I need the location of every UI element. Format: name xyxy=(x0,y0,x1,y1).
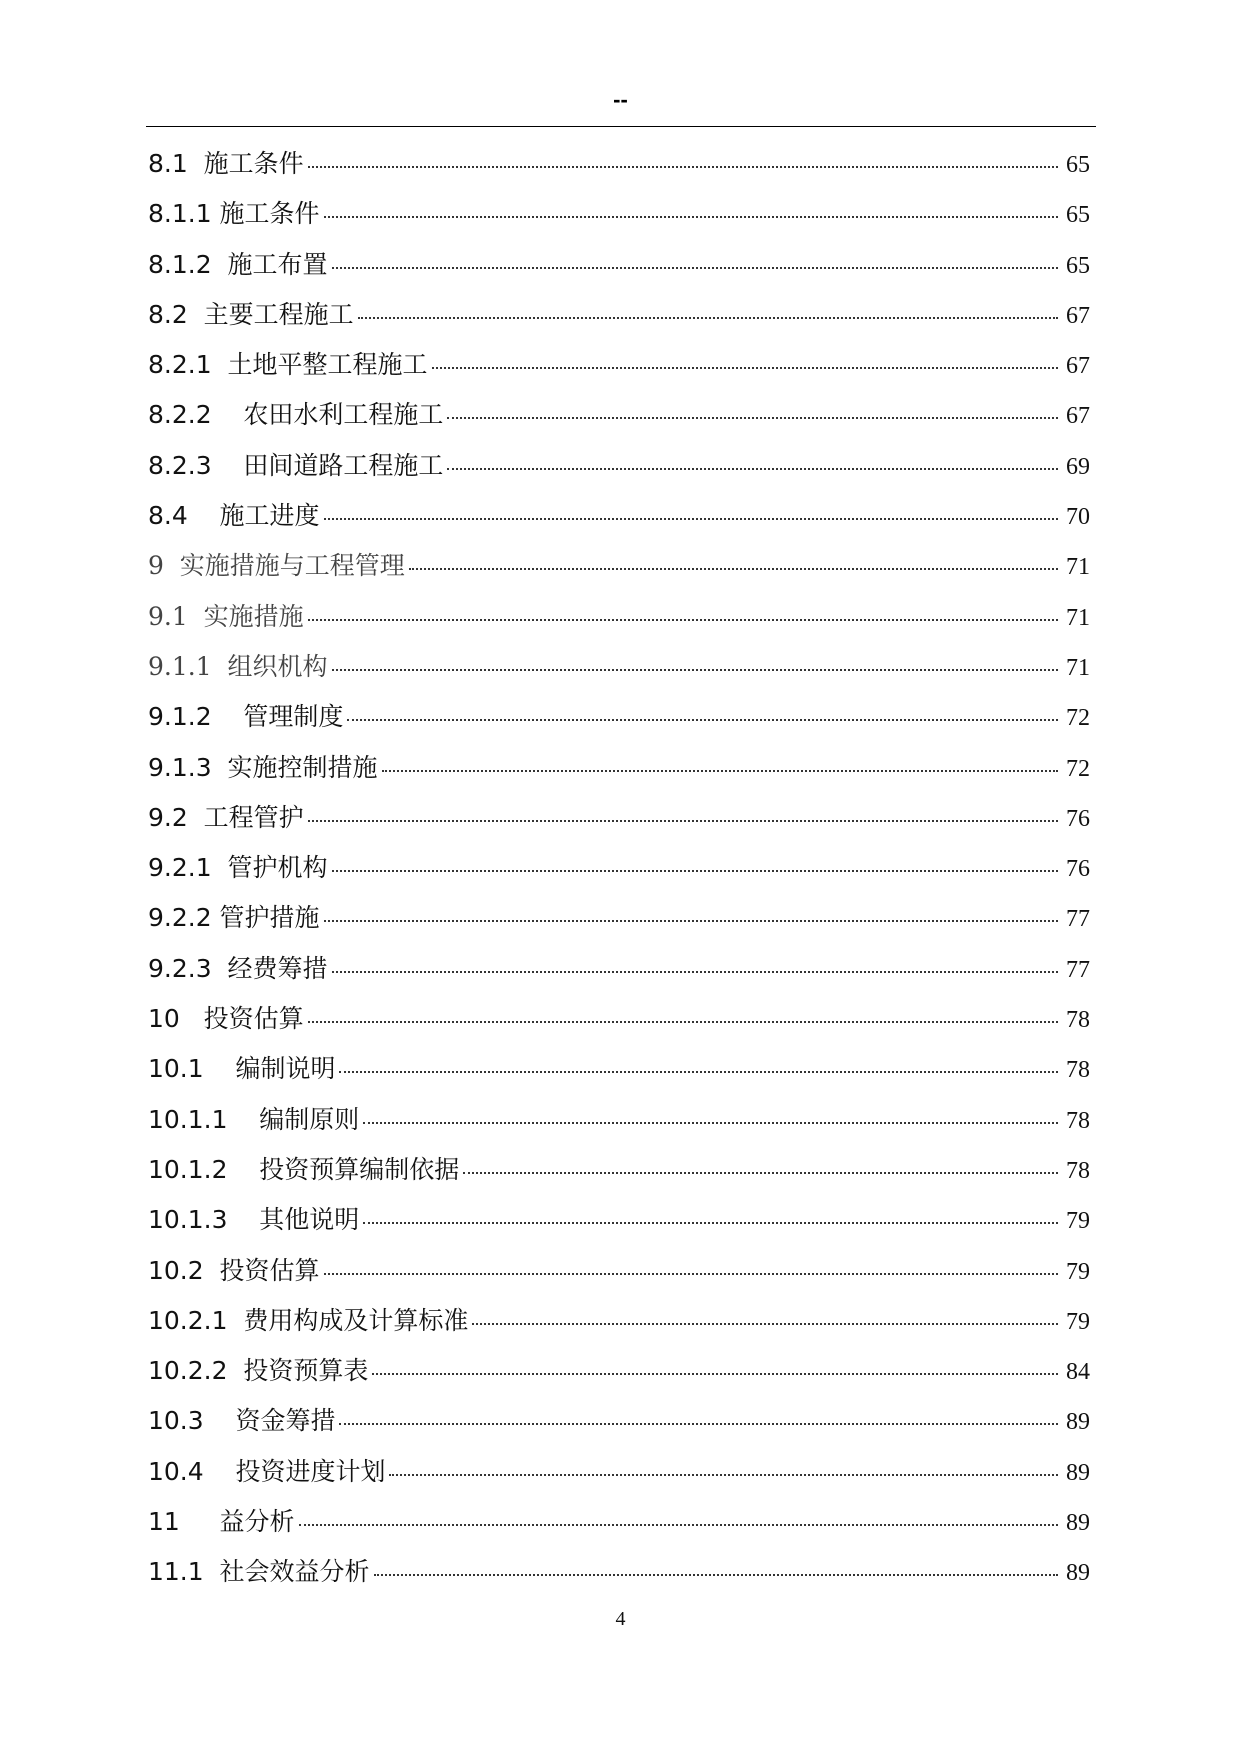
toc-entry-page: 78 xyxy=(1066,1107,1090,1134)
toc-entry-title: 10.3 资金筹措 xyxy=(148,1406,336,1436)
header-mark: -- xyxy=(613,87,628,112)
toc-entry-page: 89 xyxy=(1066,1510,1090,1537)
toc-entry-page: 89 xyxy=(1066,1459,1090,1486)
toc-dot-leader xyxy=(339,1423,1058,1425)
toc-dot-leader xyxy=(308,1021,1058,1023)
toc-entry[interactable] xyxy=(148,144,1090,194)
toc-entry[interactable] xyxy=(148,446,1090,496)
toc-entry-title: 10 投资估算 xyxy=(148,1004,304,1034)
toc-entry-title: 9.2.3 经费筹措 xyxy=(148,953,328,983)
toc-dot-leader xyxy=(382,770,1058,772)
toc-dot-leader xyxy=(447,417,1058,419)
toc-entry-page: 71 xyxy=(1066,554,1090,581)
toc-entry-page: 72 xyxy=(1066,755,1090,782)
toc-entry-title: 10.2.2 投资预算表 xyxy=(148,1356,369,1386)
toc-entry-title: 8.2.3 田间道路工程施工 xyxy=(148,450,444,480)
toc-dot-leader xyxy=(324,518,1058,520)
toc-entry[interactable] xyxy=(148,1401,1090,1451)
toc-entry-title: 10.4 投资进度计划 xyxy=(148,1456,386,1486)
toc-entry-title: 9.2 工程管护 xyxy=(148,802,304,832)
toc-entry[interactable] xyxy=(148,697,1090,747)
toc-entry[interactable] xyxy=(148,999,1090,1049)
toc-dot-leader xyxy=(372,1373,1058,1375)
toc-entry[interactable] xyxy=(148,1200,1090,1250)
toc-dot-leader xyxy=(389,1474,1058,1476)
toc-entry-title: 10.1.2 投资预算编制依据 xyxy=(148,1154,460,1184)
toc-entry-title: 9.1 实施措施 xyxy=(148,601,304,631)
toc-entry[interactable] xyxy=(148,245,1090,295)
toc-dot-leader xyxy=(332,971,1058,973)
toc-entry[interactable] xyxy=(148,345,1090,395)
toc-entry-page: 76 xyxy=(1066,805,1090,832)
toc-entry-title: 8.4 施工进度 xyxy=(148,501,320,531)
toc-dot-leader xyxy=(358,317,1058,319)
toc-entry[interactable] xyxy=(148,194,1090,244)
toc-dot-leader xyxy=(332,870,1058,872)
toc-entry-title: 11.1 社会效益分析 xyxy=(148,1557,370,1587)
toc-entry-title: 8.1.2 施工布置 xyxy=(148,249,328,279)
toc-dot-leader xyxy=(347,719,1058,721)
toc-entry-title: 9.2.1 管护机构 xyxy=(148,853,328,883)
table-of-contents xyxy=(148,144,1090,1603)
toc-entry-title: 9.1.2 管理制度 xyxy=(148,702,344,732)
page-number: 4 xyxy=(615,1608,626,1630)
toc-dot-leader xyxy=(339,1071,1058,1073)
toc-entry[interactable] xyxy=(148,748,1090,798)
toc-dot-leader xyxy=(332,669,1058,671)
toc-entry[interactable] xyxy=(148,798,1090,848)
toc-entry-page: 65 xyxy=(1066,152,1090,178)
toc-entry[interactable] xyxy=(148,1452,1090,1502)
toc-entry-page: 78 xyxy=(1066,1057,1090,1084)
toc-entry[interactable] xyxy=(148,546,1090,596)
toc-entry[interactable] xyxy=(148,597,1090,647)
toc-dot-leader xyxy=(324,216,1058,218)
toc-entry-title: 8.2 主要工程施工 xyxy=(148,299,354,329)
toc-dot-leader xyxy=(299,1524,1058,1526)
toc-entry[interactable] xyxy=(148,647,1090,697)
toc-entry-page: 67 xyxy=(1066,302,1090,329)
toc-entry[interactable] xyxy=(148,1150,1090,1200)
toc-entry-page: 89 xyxy=(1066,1560,1090,1587)
toc-dot-leader xyxy=(363,1122,1058,1124)
toc-dot-leader xyxy=(332,267,1058,269)
toc-entry[interactable] xyxy=(148,1301,1090,1351)
toc-entry[interactable] xyxy=(148,496,1090,546)
toc-dot-leader xyxy=(324,920,1058,922)
toc-entry-page: 70 xyxy=(1066,504,1090,531)
toc-entry[interactable] xyxy=(148,295,1090,345)
toc-entry-title: 9 实施措施与工程管理 xyxy=(148,551,405,581)
toc-dot-leader xyxy=(308,820,1058,822)
toc-entry[interactable] xyxy=(148,848,1090,898)
toc-dot-leader xyxy=(363,1222,1058,1224)
header-rule xyxy=(146,126,1096,127)
toc-entry-title: 8.2.2 农田水利工程施工 xyxy=(148,400,444,430)
toc-dot-leader xyxy=(463,1172,1058,1174)
toc-entry-page: 79 xyxy=(1066,1258,1090,1285)
toc-entry-title: 9.2.2 管护措施 xyxy=(148,903,320,933)
toc-entry-page: 78 xyxy=(1066,1007,1090,1034)
toc-entry-title: 10.2.1 费用构成及计算标准 xyxy=(148,1305,469,1335)
toc-entry-title: 10.2 投资估算 xyxy=(148,1255,320,1285)
toc-entry[interactable] xyxy=(148,1049,1090,1099)
toc-entry-page: 78 xyxy=(1066,1157,1090,1184)
toc-entry-title: 10.1 编制说明 xyxy=(148,1054,336,1084)
toc-entry[interactable] xyxy=(148,1100,1090,1150)
toc-entry-page: 89 xyxy=(1066,1409,1090,1436)
toc-entry-page: 84 xyxy=(1066,1359,1090,1386)
toc-entry-page: 77 xyxy=(1066,906,1090,933)
toc-entry[interactable] xyxy=(148,1251,1090,1301)
toc-entry[interactable] xyxy=(148,1552,1090,1602)
toc-dot-leader xyxy=(409,568,1058,570)
toc-entry-title: 10.1.1 编制原则 xyxy=(148,1104,360,1134)
toc-entry[interactable] xyxy=(148,1502,1090,1552)
toc-dot-leader xyxy=(324,1273,1058,1275)
toc-entry-title: 11 益分析 xyxy=(148,1507,295,1537)
toc-entry-page: 71 xyxy=(1066,604,1090,631)
toc-dot-leader xyxy=(432,367,1058,369)
toc-entry-page: 72 xyxy=(1066,705,1090,732)
toc-entry-page: 65 xyxy=(1066,252,1090,279)
toc-entry-title: 8.1 施工条件 xyxy=(148,149,304,178)
toc-entry[interactable] xyxy=(148,898,1090,948)
toc-entry-title: 9.1.3 实施控制措施 xyxy=(148,752,378,782)
toc-entry-title: 8.1.1 施工条件 xyxy=(148,199,320,229)
toc-entry-page: 77 xyxy=(1066,956,1090,983)
toc-dot-leader xyxy=(308,619,1058,621)
toc-entry[interactable] xyxy=(148,1351,1090,1401)
toc-entry-page: 69 xyxy=(1066,453,1090,480)
toc-entry-page: 71 xyxy=(1066,654,1090,681)
toc-entry-page: 79 xyxy=(1066,1208,1090,1235)
toc-dot-leader xyxy=(374,1574,1058,1576)
toc-entry[interactable] xyxy=(148,395,1090,445)
toc-entry-title: 9.1.1 组织机构 xyxy=(148,651,328,681)
toc-entry[interactable] xyxy=(148,949,1090,999)
toc-entry-page: 67 xyxy=(1066,353,1090,380)
toc-entry-title: 8.2.1 土地平整工程施工 xyxy=(148,350,428,380)
toc-entry-page: 67 xyxy=(1066,403,1090,430)
toc-entry-page: 79 xyxy=(1066,1308,1090,1335)
toc-entry-page: 65 xyxy=(1066,202,1090,229)
toc-dot-leader xyxy=(472,1323,1058,1325)
toc-entry-title: 10.1.3 其他说明 xyxy=(148,1205,360,1235)
toc-dot-leader xyxy=(447,468,1058,470)
toc-entry-page: 76 xyxy=(1066,856,1090,883)
toc-dot-leader xyxy=(308,166,1058,168)
